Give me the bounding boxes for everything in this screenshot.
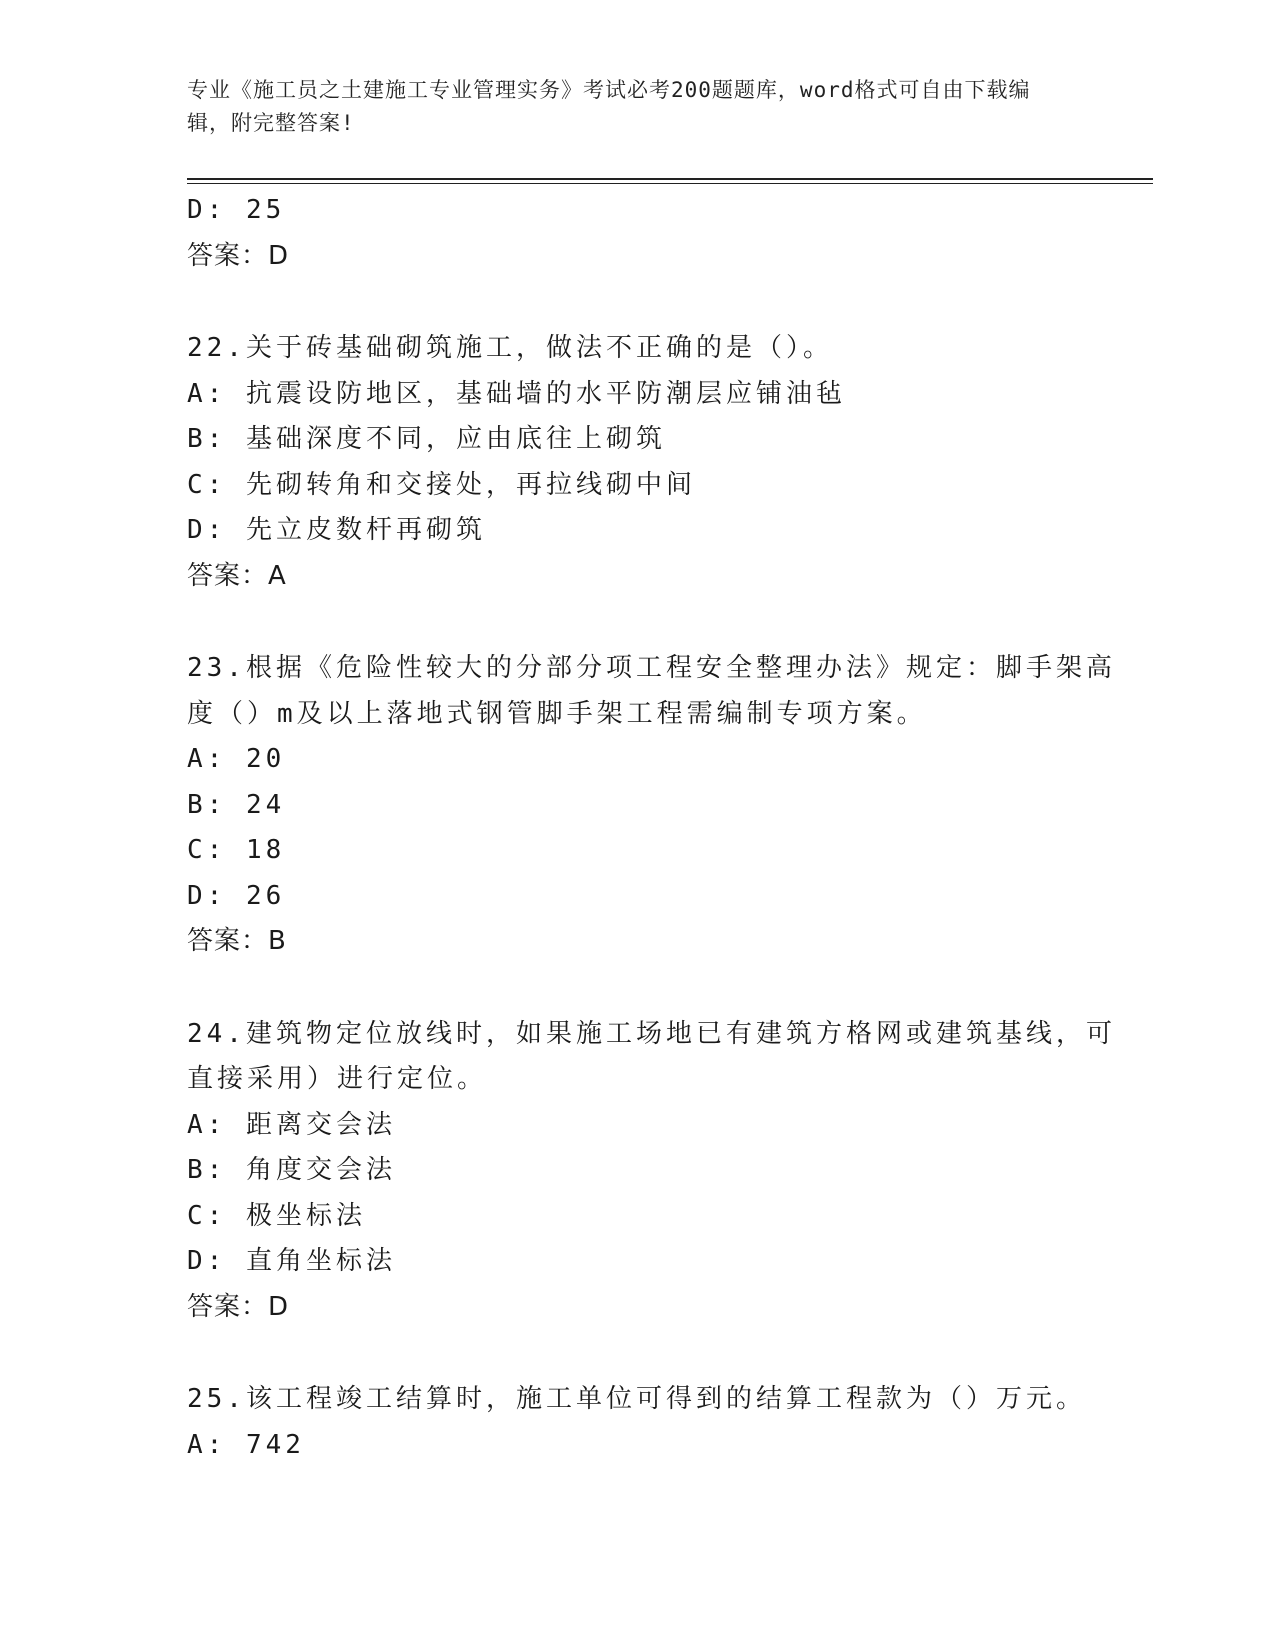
option-a: A: 抗震设防地区，基础墙的水平防潮层应铺油毡: [187, 378, 846, 409]
question-22: [187, 326, 1087, 599]
answer-line: 答案：B: [187, 926, 287, 956]
option-d: D: 直角坐标法: [187, 1246, 396, 1276]
option-a: A: 距离交会法: [187, 1109, 396, 1140]
question-spacer: [187, 279, 1087, 326]
option-c: C: 极坐标法: [187, 1200, 366, 1231]
question-spacer: [187, 965, 1087, 1012]
question-stem-line-1: 23.根据《危险性较大的分部分项工程安全整理办法》规定：脚手架高: [187, 653, 1116, 683]
header-divider-thin: [187, 183, 1153, 184]
answer-line: 答案：D: [187, 1291, 290, 1322]
question-list: [187, 188, 1116, 1468]
question-spacer: [187, 599, 1087, 646]
option-b: B: 24: [187, 789, 286, 820]
question-stem-line-2: 直接采用）进行定位。: [187, 1064, 488, 1094]
question-spacer: [187, 1330, 1087, 1377]
option-b: B: 角度交会法: [187, 1155, 396, 1185]
option-c: C: 先砌转角和交接处，再拉线砌中间: [187, 469, 696, 500]
option-d: D: 25: [187, 195, 286, 225]
question-23: [187, 646, 1116, 965]
document-header: 专业《施工员之土建施工专业管理实务》考试必考200题题库，word格式可自由下载编辑，附完整答案!: [187, 78, 1031, 135]
question-stem: 22.关于砖基础砌筑施工，做法不正确的是（）。: [187, 333, 833, 363]
question-25: [187, 1377, 1087, 1468]
question-24: [187, 1012, 1116, 1331]
question-stem: 25.该工程竣工结算时，施工单位可得到的结算工程款为（）万元。: [187, 1384, 1086, 1414]
option-c: C: 18: [187, 835, 286, 865]
answer-line: 答案：A: [187, 560, 287, 591]
question-stem-line-2: 度（）m及以上落地式钢管脚手架工程需编制专项方案。: [187, 698, 927, 729]
option-a: A: 742: [187, 1429, 305, 1460]
option-d: D: 26: [187, 880, 286, 911]
header-divider-thick: [187, 178, 1153, 180]
option-a: A: 20: [187, 744, 286, 774]
answer-line: 答案：D: [187, 240, 290, 271]
option-b: B: 基础深度不同，应由底往上砌筑: [187, 424, 666, 454]
question-stem-line-1: 24.建筑物定位放线时，如果施工场地已有建筑方格网或建筑基线，可: [187, 1018, 1116, 1049]
option-d: D: 先立皮数杆再砌筑: [187, 515, 486, 545]
